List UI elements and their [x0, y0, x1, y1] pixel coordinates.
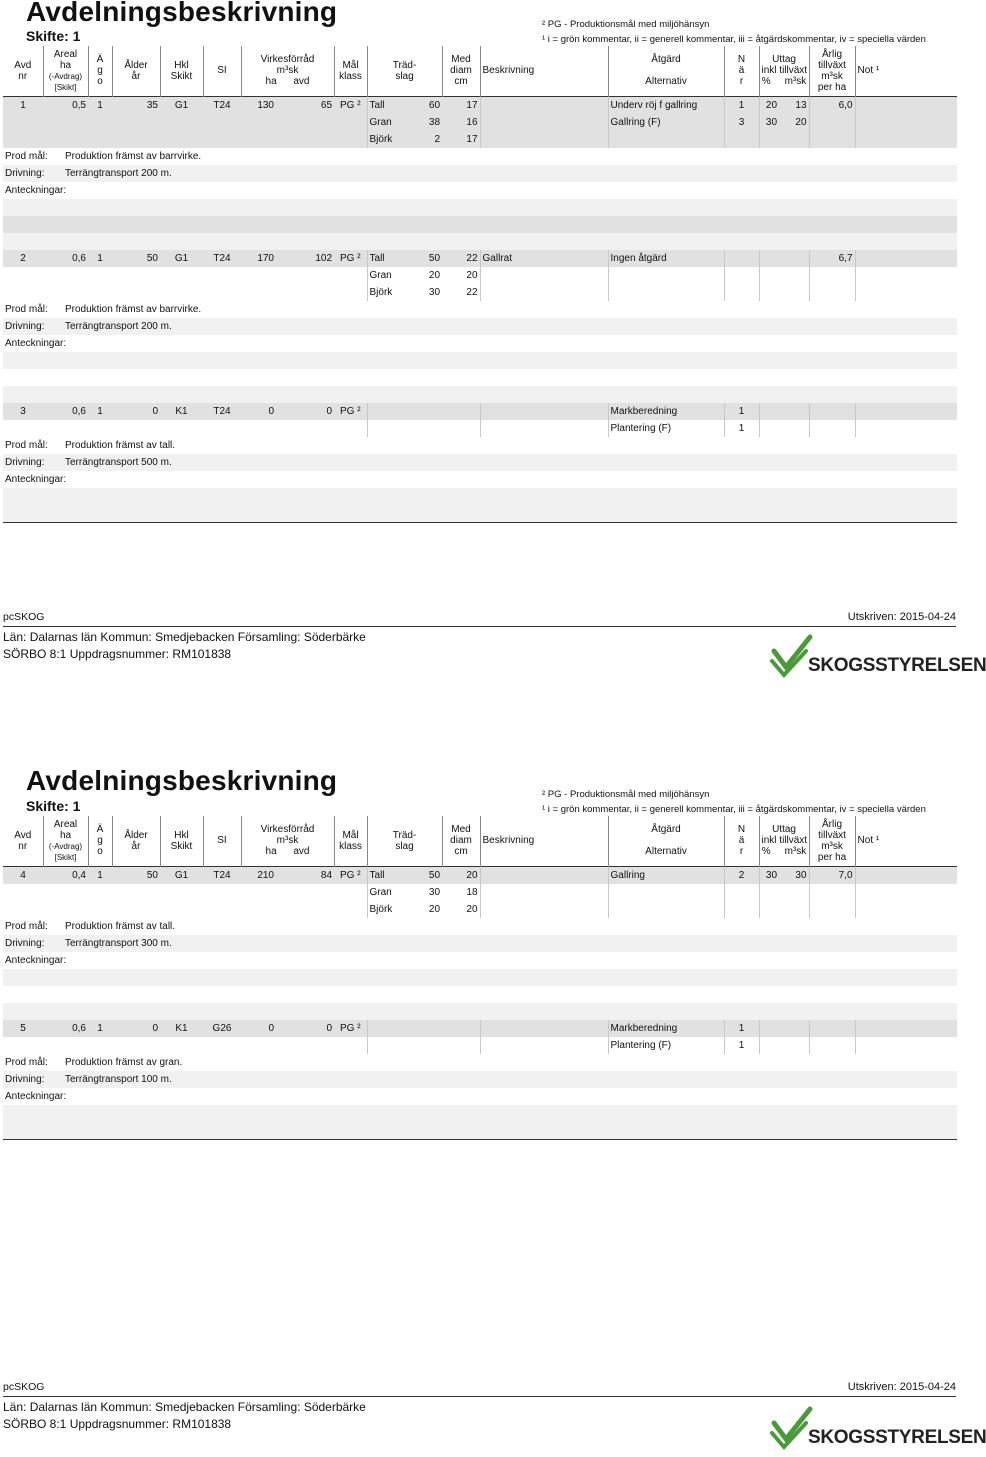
- action-pct: 30: [759, 866, 779, 884]
- beskrivning: [480, 96, 608, 114]
- table-header: [3, 46, 957, 96]
- tillvaxt: 6,0: [809, 96, 855, 114]
- virke-ha: 0: [268, 405, 274, 417]
- virke-avd: 0: [326, 1022, 333, 1034]
- note-pg: ² PG - Produktionsmål med miljöhänsyn: [542, 789, 710, 800]
- hdr-malklass: Mål klass: [334, 46, 367, 96]
- areal: 0,4: [72, 869, 86, 881]
- prodmal-label: Prod mål:: [5, 439, 48, 451]
- avd-nr: 3: [20, 405, 26, 417]
- hdr-uttag: Uttag inkl tillväxt % m³sk: [759, 816, 809, 866]
- hdr-hkl: Hkl Skikt: [160, 816, 203, 866]
- malklass: PG ²: [339, 869, 361, 881]
- drivning-text: Terrängtransport 200 m.: [65, 320, 172, 332]
- hkl: G1: [174, 869, 189, 881]
- hdr-nar: N ä r: [724, 816, 759, 866]
- hdr-alder: Ålder år: [112, 816, 160, 866]
- species-pct: 50: [428, 869, 441, 881]
- prodmal-text: Produktion främst av tall.: [65, 920, 176, 932]
- hdr-arlig-tillvaxt: Årlig tillväxt m³sk per ha: [809, 816, 855, 866]
- tillvaxt: 6,7: [809, 250, 855, 267]
- alder: 50: [146, 869, 158, 881]
- skogsstyrelsen-logo: [770, 633, 986, 684]
- malklass: PG ²: [339, 405, 361, 417]
- species-name: Björk: [367, 131, 402, 148]
- action-name: Gallring: [608, 866, 724, 884]
- action-name: Plantering (F): [608, 1037, 724, 1054]
- anteckningar-label: Anteckningar:: [5, 1090, 67, 1102]
- hkl: G1: [174, 252, 189, 264]
- stand-5: [3, 1020, 957, 1140]
- action-name: Markberedning: [608, 1020, 724, 1037]
- species-name: Tall: [367, 866, 402, 884]
- stand-table-page-1: [3, 46, 957, 523]
- virke-ha: 170: [257, 252, 274, 264]
- ago: 1: [97, 869, 103, 881]
- beskrivning: [480, 403, 608, 420]
- tillvaxt: [809, 403, 855, 420]
- action-m3: 13: [795, 99, 807, 111]
- action-name: Markberedning: [608, 403, 724, 420]
- hdr-meddiam: Med diam cm: [442, 816, 480, 866]
- drivning-text: Terrängtransport 500 m.: [65, 456, 172, 468]
- areal: 0,6: [72, 1022, 86, 1034]
- action-nar: 1: [724, 403, 759, 420]
- malklass: PG ²: [339, 1022, 361, 1034]
- action-name: Gallring (F): [608, 114, 724, 131]
- si: T24: [213, 869, 231, 881]
- ago: 1: [97, 252, 103, 264]
- action-name: Underv röj f gallring: [608, 96, 724, 114]
- prodmal-text: Produktion främst av barrvirke.: [65, 303, 202, 315]
- action-nar: 1: [724, 1020, 759, 1037]
- action-nar: 3: [724, 114, 759, 131]
- prodmal-label: Prod mål:: [5, 920, 48, 932]
- species-name: Tall: [367, 96, 402, 114]
- action-nar: 2: [724, 866, 759, 884]
- hdr-uttag: Uttag inkl tillväxt % m³sk: [759, 46, 809, 96]
- species-diam: 20: [466, 903, 478, 915]
- hdr-atgard: Åtgärd Alternativ: [608, 816, 724, 866]
- action-m3: [779, 250, 809, 267]
- hdr-hkl: Hkl Skikt: [160, 46, 203, 96]
- ago: 1: [97, 1022, 103, 1034]
- hdr-avd: Avd nr: [14, 829, 32, 852]
- virke-avd: 0: [326, 405, 333, 417]
- action-nar: [724, 250, 759, 267]
- stand-2: [3, 250, 957, 403]
- avd-nr: 1: [20, 99, 26, 111]
- species-pct: 2: [434, 133, 441, 145]
- si: T24: [213, 405, 231, 417]
- species-pct: 38: [428, 116, 441, 128]
- stand-1: [3, 96, 957, 250]
- prodmal-text: Produktion främst av tall.: [65, 439, 176, 451]
- hdr-si: SI: [203, 46, 241, 96]
- action-nar: 1: [724, 420, 759, 437]
- species-pct: 60: [428, 99, 441, 111]
- virke-ha: 210: [257, 869, 274, 881]
- virke-avd: 65: [320, 99, 333, 111]
- anteckningar-label: Anteckningar:: [5, 337, 67, 349]
- action-pct: 30: [759, 114, 779, 131]
- prodmal-text: Produktion främst av gran.: [65, 1056, 183, 1068]
- note-comments: ¹ i = grön kommentar, ii = generell kommentar, iii = åtgärdskommentar, iv = speciella värden: [542, 34, 926, 45]
- areal: 0,5: [72, 99, 86, 111]
- species-name: Tall: [367, 250, 402, 267]
- action-pct: 20: [759, 96, 779, 114]
- action-m3: 30: [795, 869, 807, 881]
- beskrivning: [480, 1020, 608, 1037]
- footer-printed-date: Utskriven: 2015-04-24: [847, 611, 956, 623]
- logo-text: SKOGSSTYRELSEN: [808, 1427, 986, 1448]
- hdr-virkesforrad: Virkesförråd m³sk ha avd: [241, 816, 334, 866]
- property-line: SÖRBO 8:1 Uppdragsnummer: RM101838: [3, 647, 232, 661]
- page-title: Avdelningsbeskrivning: [26, 765, 338, 796]
- drivning-text: Terrängtransport 100 m.: [65, 1073, 172, 1085]
- hdr-malklass: Mål klass: [334, 816, 367, 866]
- hdr-atgard: Åtgärd Alternativ: [608, 46, 724, 96]
- skifte-label: Skifte: 1: [26, 28, 81, 44]
- species-diam: 20: [466, 269, 478, 281]
- hdr-tradslag: Träd- slag: [367, 46, 442, 96]
- prodmal-label: Prod mål:: [5, 1056, 48, 1068]
- hdr-arlig-tillvaxt: Årlig tillväxt m³sk per ha: [809, 46, 855, 96]
- species-diam: 22: [466, 286, 478, 298]
- species-pct: 30: [428, 286, 441, 298]
- page-2: [0, 765, 986, 1457]
- footer-divider: [3, 1396, 956, 1397]
- footer-divider: [3, 626, 956, 627]
- stand-table-page-2: [3, 816, 957, 1140]
- species-diam: 20: [466, 869, 478, 881]
- anteckningar-label: Anteckningar:: [5, 184, 67, 196]
- footer-app-name: pcSKOG: [3, 611, 45, 623]
- tillvaxt: [809, 1020, 855, 1037]
- hdr-alder: Ålder år: [112, 46, 160, 96]
- hdr-ago: Ä g o: [88, 46, 112, 96]
- footer-printed-date: Utskriven: 2015-04-24: [847, 1381, 956, 1393]
- alder: 50: [146, 252, 158, 264]
- avd-nr: 5: [20, 1022, 26, 1034]
- species-pct: 20: [428, 269, 441, 281]
- species-name: Björk: [367, 284, 402, 301]
- virke-ha: 130: [257, 99, 274, 111]
- prodmal-text: Produktion främst av barrvirke.: [65, 150, 202, 162]
- hkl: K1: [175, 1022, 188, 1034]
- hkl: G1: [174, 99, 189, 111]
- species-diam: 22: [466, 252, 478, 264]
- stand-4: [3, 866, 957, 1020]
- species-name: Gran: [367, 884, 402, 901]
- prodmal-label: Prod mål:: [5, 150, 48, 162]
- hdr-areal: Areal ha (-Avdrag) [Skikt]: [43, 46, 88, 96]
- malklass: PG ²: [339, 252, 361, 264]
- location-line: Län: Dalarnas län Kommun: Smedjebacken Församling: Söderbärke: [3, 630, 366, 644]
- alder: 0: [152, 1022, 158, 1034]
- hdr-virkesforrad: Virkesförråd m³sk ha avd: [241, 46, 334, 96]
- note-comments: ¹ i = grön kommentar, ii = generell kommentar, iii = åtgärdskommentar, iv = speciella värden: [542, 804, 926, 815]
- drivning-label: Drivning:: [5, 456, 45, 468]
- hdr-not: Not ¹: [855, 816, 957, 866]
- drivning-label: Drivning:: [5, 167, 45, 179]
- avd-nr: 4: [20, 869, 26, 881]
- tillvaxt: 7,0: [809, 866, 855, 884]
- logo-text: SKOGSSTYRELSEN: [808, 655, 986, 676]
- hdr-si: SI: [203, 816, 241, 866]
- location-line: Län: Dalarnas län Kommun: Smedjebacken Församling: Söderbärke: [3, 1400, 366, 1414]
- anteckningar-label: Anteckningar:: [5, 954, 67, 966]
- hdr-not: Not ¹: [855, 46, 957, 96]
- avd-nr: 2: [20, 252, 26, 264]
- drivning-text: Terrängtransport 200 m.: [65, 167, 172, 179]
- hdr-areal: Areal ha (-Avdrag) [Skikt]: [43, 816, 88, 866]
- species-diam: 16: [466, 116, 478, 128]
- si: T24: [213, 252, 231, 264]
- species-pct: 20: [428, 903, 441, 915]
- si: T24: [213, 99, 231, 111]
- alder: 35: [146, 99, 158, 111]
- beskrivning: Gallrat: [480, 250, 608, 267]
- hdr-tradslag: Träd- slag: [367, 816, 442, 866]
- drivning-label: Drivning:: [5, 320, 45, 332]
- areal: 0,6: [72, 405, 86, 417]
- drivning-label: Drivning:: [5, 937, 45, 949]
- action-name: Ingen åtgärd: [608, 250, 724, 267]
- hdr-ago: Ä g o: [88, 816, 112, 866]
- areal: 0,6: [72, 252, 86, 264]
- virke-ha: 0: [268, 1022, 274, 1034]
- hdr-beskrivning: Beskrivning: [480, 816, 608, 866]
- species-name: Gran: [367, 267, 402, 284]
- virke-avd: 102: [315, 252, 333, 264]
- hkl: K1: [175, 405, 188, 417]
- property-line: SÖRBO 8:1 Uppdragsnummer: RM101838: [3, 1417, 232, 1431]
- action-m3: 20: [795, 116, 807, 128]
- hdr-nar: N ä r: [724, 46, 759, 96]
- footer-app-name: pcSKOG: [3, 1381, 45, 1393]
- species-diam: 17: [466, 133, 478, 145]
- hdr-meddiam: Med diam cm: [442, 46, 480, 96]
- virke-avd: 84: [320, 869, 333, 881]
- species-pct: 30: [428, 886, 441, 898]
- action-name: Plantering (F): [608, 420, 724, 437]
- note-pg: ² PG - Produktionsmål med miljöhänsyn: [542, 19, 710, 30]
- action-pct: [759, 250, 779, 267]
- action-nar: 1: [724, 96, 759, 114]
- malklass: PG ²: [339, 99, 361, 111]
- drivning-label: Drivning:: [5, 1073, 45, 1085]
- ago: 1: [97, 99, 103, 111]
- page-title: Avdelningsbeskrivning: [26, 0, 338, 27]
- anteckningar-label: Anteckningar:: [5, 473, 67, 485]
- skifte-label: Skifte: 1: [26, 798, 81, 814]
- species-pct: 50: [428, 252, 441, 264]
- alder: 0: [152, 405, 158, 417]
- skogsstyrelsen-logo: [770, 1405, 986, 1456]
- prodmal-label: Prod mål:: [5, 303, 48, 315]
- action-nar: 1: [724, 1037, 759, 1054]
- hdr-avd: Avd nr: [14, 59, 32, 82]
- stand-3: [3, 403, 957, 523]
- page-1: [0, 0, 986, 700]
- species-name: Gran: [367, 114, 402, 131]
- hdr-beskrivning: Beskrivning: [480, 46, 608, 96]
- table-header: [3, 816, 957, 866]
- species-diam: 18: [466, 886, 478, 898]
- beskrivning: [480, 866, 608, 884]
- drivning-text: Terrängtransport 300 m.: [65, 937, 172, 949]
- si: G26: [212, 1022, 232, 1034]
- species-name: Björk: [367, 901, 402, 918]
- ago: 1: [97, 405, 103, 417]
- species-diam: 17: [466, 99, 478, 111]
